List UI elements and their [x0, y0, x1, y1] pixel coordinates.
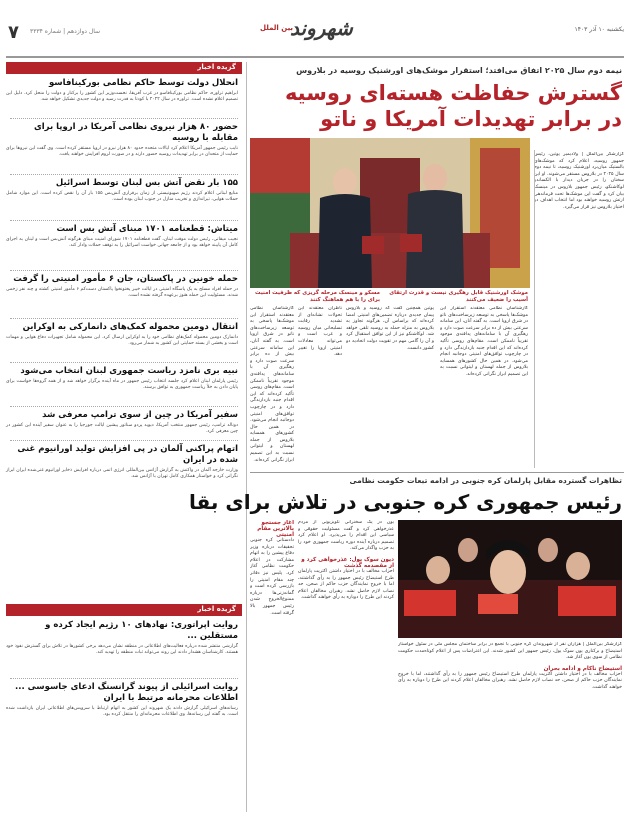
- story2-subhead: استیضاح ناکام و ادامه بحران: [543, 665, 622, 672]
- news-item-body: وزارت خارجه آلمان در واکنش به گزارش آژانس بین‌المللی انرژی اتمی درباره افزایش ذخایر اورانیوم غنی‌شده ایران ابراز نگرانی کرد و خواستار همکاری کامل تهران با آژانس شد.: [6, 468, 238, 480]
- divider: [10, 406, 238, 407]
- news-item-title: ۱۵۵ بار نقض آتش بس لبنان توسط اسرائیل: [55, 178, 238, 188]
- story2-column: [298, 520, 394, 810]
- newspaper-logo: [260, 16, 353, 44]
- story2-headline: رئیس جمهوری کره جنوبی در تلاش برای بقا: [189, 490, 622, 514]
- story1-kicker: نیمه دوم سال ۲۰۲۵ اتفاق می‌افتد؛ استقرار موشک‌های اورشنیک روسیه در بلاروس: [296, 66, 622, 75]
- sidebar-section-bar: [6, 604, 242, 616]
- story2-kicker: تظاهرات گسترده مقابل پارلمان کره جنوبی در ادامه تبعات حکومت نظامی: [349, 476, 622, 485]
- divider: [10, 440, 238, 441]
- column-divider: [534, 150, 535, 468]
- story2-column: [250, 520, 294, 810]
- news-item-title: میتاش: قطعنامه ۱۷۰۱ مبنای آتش بس است: [56, 224, 238, 234]
- photo-illustration: [398, 520, 622, 638]
- news-item: [6, 322, 238, 348]
- headline-line1: گسترش حفاظت هسته‌ای روسیه: [284, 81, 622, 105]
- issue-date: یکشنبه ۱۰ آذر ۱۴۰۳: [574, 26, 624, 33]
- section-label: بین الملل: [260, 24, 294, 32]
- news-item-title: سفیر آمریکا در چین از سوی ترامپ معرفی شد: [42, 410, 238, 420]
- sidebar-section-title: گزیده اخبار: [197, 605, 236, 613]
- page-header: [0, 0, 630, 60]
- story2-text: دادستانی کره جنوبی تحقیقات درباره وزیر دفاع پیشین را به اتهام مشارکت در اعلام حکومت نظامی آغاز کرد. پلیس نیز دفاتر چند مقام امنیتی را بازرسی کرده است و گمانه‌زنی‌ها درباره ممنوع‌الخروج شدن رئیس جمهور بالا گرفته است.: [250, 538, 294, 616]
- story1-lead: گزارشگر بین‌الملل | ولادیمیر پوتین، رئیس جمهور روسیه، اعلام کرد که موشک‌های بالستیک میان‌برد اورشنیک روسیه، تا نیمه دوم سال ۲۰۲۵ در بلاروس مستقر می‌شوند. او این سخنان را در جریان دیدار با الکساندر لوکاشنکو، رئیس جمهور بلاروس در مینسک بیان کرد و گفت این موشک‌ها تحت فرماندهی ارتش روسیه خواهند بود اما انتخاب اهداف در اختیار بلاروس نیز قرار می‌گیرد.: [534, 152, 624, 210]
- news-item-title: انحلال دولت توسط حاکم نظامی بورکینافاسو: [48, 78, 238, 88]
- news-item: [6, 620, 238, 657]
- news-item-body: گزارشی منتشر شده درباره فعالیت‌های اطلاعاتی در منطقه نشان می‌دهد برخی کشورها در تلاش برای گسترش نفوذ خود هستند. کارشناسان هشدار دادند این روند می‌تواند ثبات منطقه را تهدید کند.: [6, 644, 238, 656]
- story-divider: [250, 472, 624, 473]
- story1-column: [346, 306, 434, 470]
- divider: [10, 118, 238, 119]
- news-item-body: دونالد ترامپ، رئیس جمهور منتخب آمریکا، دیوید پردو سناتور پیشین ایالت جورجیا را به عنوان سفیر آینده این کشور در چین معرفی کرد.: [6, 423, 238, 435]
- news-item: [6, 444, 238, 481]
- story1-text: پوتین همچنین گفت که روسیه و بلاروس پیمان جدیدی درباره تضمین‌های امنیتی امضا کرده‌اند که براساس آن، هرگونه تجاوز به بلاروس به منزله حمله به روسیه تلقی خواهد شد. لوکاشنکو نیز از این توافق استقبال کرد و آن را گامی مهم در تقویت دولت اتحادیه دو کشور دانست.: [346, 306, 434, 351]
- news-item-body: ابراهیم تراوره، حاکم نظامی بورکینافاسو در غرب آفریقا، نخست‌وزیر این کشور را برکنار و دولت را منحل کرد. دلیل این تصمیم اعلام نشده است. تراوره در سال ۲۰۲۲ با کودتا به قدرت رسید و دولت جدیدی تشکیل خواهد شد.: [6, 91, 238, 103]
- news-item-title: روایت اسرائیلی از پیوند گرانسنگ ادعای جاسوسی ... اطلاعات محرمانه مرتبط با ایران: [15, 682, 238, 703]
- story1-column: [440, 306, 528, 470]
- news-item: [6, 78, 238, 104]
- news-item: [6, 682, 238, 719]
- news-sidebar: [6, 62, 242, 818]
- news-item-title: حضور ۸۰ هزار نیروی نظامی آمریکا در اروپا برای مقابله با روسیه: [33, 122, 238, 143]
- news-item-body: نجیب میقاتی، رئیس دولت موقت لبنان، گفت قطعنامه ۱۷۰۱ شورای امنیت مبنای هرگونه آتش‌بس است و لبنان به اجرای کامل آن پایبند خواهد بود و از جامعه جهانی خواست اسرائیل را به توقف حملات وادار کند.: [6, 237, 238, 249]
- column-divider: [246, 62, 247, 812]
- story2-lead: گزارشگر بین‌الملل | هزاران نفر از شهروندان کره جنوبی با تجمع در برابر ساختمان مجلس ملی در سئول خواستار استیضاح و برکناری یون سوک یول، رئیس جمهور این کشور شدند. این اعتراضات پس از اعلام کوتاه‌مدت حکومت نظامی از سوی یون آغاز شد.: [398, 642, 622, 661]
- news-item-body: در حمله افراد مسلح به یک پاسگاه امنیتی در ایالت خیبر پختونخوا پاکستان دست‌کم ۶ مأمور امنیتی کشته و چند نفر زخمی شدند. مسئولیت این حمله هنوز برعهده گرفته نشده است.: [6, 287, 238, 299]
- news-item-title: نبیه بری نامزد ریاست جمهوری لبنان انتخاب می‌شود: [20, 366, 238, 376]
- headline-line2: در برابر تهدیدات آمریکا و ناتو: [320, 107, 622, 131]
- news-item-body: منابع لبنانی اعلام کردند رژیم صهیونیستی از زمان برقراری آتش‌بس ۱۵۵ بار آن را نقض کرده است. این موارد شامل حملات هوایی، تیراندازی و تخریب منازل در جنوب لبنان بوده است.: [6, 191, 238, 203]
- story1-text: کارشناسان نظامی معتقدند استقرار این موشک‌ها پاسخی به توسعه زیرساخت‌های ناتو در شرق اروپا است. به گفته آنان، این سامانه سرعتی بیش از ده برابر سرعت صوت دارد و رهگیری آن با سامانه‌های پدافندی موجود تقریباً ناممکن است. مقام‌های روسی تأکید کرده‌اند که این اقدام جنبه بازدارندگی دارد و در چارچوب توافق‌های امنیتی دوجانبه انجام می‌شود. در همین حال کشورهای همسایه بلاروس از جمله لهستان و لیتوانی نسبت به این تصمیم ابراز نگرانی کرده‌اند.: [440, 306, 528, 377]
- protest-photo: [398, 520, 622, 638]
- news-item: [6, 122, 238, 159]
- logo-wordmark: شهروند: [290, 16, 353, 40]
- leaders-photo: [250, 138, 530, 288]
- news-item: [6, 274, 238, 300]
- photo-illustration: [250, 138, 530, 288]
- divider: [10, 220, 238, 221]
- story2-text: احزاب مخالف با در اختیار داشتن اکثریت پارلمان طرح استیضاح رئیس جمهور را به رأی گذاشتند، اما با خروج نمایندگان حزب حاکم از صحن، حد نصاب لازم حاصل نشد. رهبران مخالفان اعلام کردند این طرح را دوباره به رأی خواهند گذاشت.: [298, 568, 394, 601]
- story1-column: [298, 306, 342, 470]
- header-rule: [6, 56, 624, 58]
- divider: [10, 362, 238, 363]
- sidebar-section-bar: [6, 62, 242, 74]
- news-item-body: رسانه‌های اسرائیلی گزارش دادند یک شهروند این کشور به اتهام ارتباط با سرویس‌های اطلاعاتی ایران بازداشت شده است. به گفته این رسانه‌ها، وی اطلاعات محرمانه‌ای را منتقل کرده بود.: [6, 706, 238, 718]
- story2-subhead: دیون سوک یول: عذرخواهی کرد و از مقصدمه گذشت: [301, 556, 394, 569]
- news-item-title: حمله خونین در پاکستان، جان ۶ مأمور امنیتی را گرفت: [13, 274, 238, 284]
- divider: [10, 174, 238, 175]
- page-number: ۷: [8, 22, 19, 43]
- photo-caption-right: موشک اورشنیک قابل رهگیری نیست و قدرت ارتقای آسیب را ضعیف می‌کنند: [389, 290, 528, 303]
- news-item-title: اتهام پراکنی آلمان در پی افزایش تولید اورانیوم غنی شده در ایران: [17, 444, 238, 465]
- story2-text: یون در یک سخنرانی تلویزیونی از مردم عذرخواهی کرد و گفت مسئولیت حقوقی و سیاسی این اقدام را می‌پذیرد. او اعلام کرد تصمیم درباره آینده دوره ریاست جمهوری خود را به حزب واگذار می‌کند.: [298, 520, 394, 552]
- news-item-title: انتقال دومین محموله کمک‌های دانمارکی به اوکراین: [22, 322, 238, 332]
- story1-column: [250, 306, 294, 470]
- story1-text: ناظران معتقدند این تحولات نشانه‌ای از تشدید رقابت تسلیحاتی میان روسیه و غرب است و می‌تواند معادلات امنیتی اروپا را تغییر دهد.: [298, 306, 342, 358]
- news-item-body: نایب رئیس جمهور آمریکا اعلام کرد ایالات متحده حدود ۸۰ هزار نیرو در اروپا مستقر کرده است. وی گفت این نیروها برای حمایت از متحدان در برابر تهدیدات روسیه حضور دارند و در صورت لزوم افزایش خواهند یافت.: [6, 146, 238, 158]
- story2-text: احزاب مخالف با در اختیار داشتن اکثریت پارلمان طرح استیضاح رئیس جمهور را به رأی گذاشتند، اما با خروج نمایندگان حزب حاکم از صحن، حد نصاب لازم حاصل نشد. رهبران مخالفان اعلام کردند این طرح را دوباره به رأی خواهند گذاشت.: [398, 671, 622, 690]
- story2-lead-column: [398, 642, 622, 810]
- story1-headline: [252, 80, 622, 132]
- divider: [10, 270, 238, 271]
- story1-text: کارشناسان نظامی معتقدند استقرار این موشک‌ها پاسخی به توسعه زیرساخت‌های ناتو در شرق اروپا است. به گفته آنان، این سامانه سرعتی بیش از ده برابر سرعت صوت دارد و رهگیری آن با سامانه‌های پدافندی موجود تقریباً ناممکن است. مقام‌های روسی تأکید کرده‌اند که این اقدام جنبه بازدارندگی دارد و در چارچوب توافق‌های امنیتی دوجانبه انجام می‌شود. در همین حال کشورهای همسایه بلاروس از جمله لهستان و لیتوانی نسبت به این تصمیم ابراز نگرانی کرده‌اند.: [250, 306, 294, 463]
- news-item: [6, 224, 238, 250]
- news-item: [6, 366, 238, 392]
- divider: [10, 318, 238, 319]
- story1-lead-column: [534, 152, 624, 470]
- divider: [10, 678, 238, 679]
- story2-subhead: آغاز جستجو بالاترین مقام امنیتی: [257, 520, 294, 538]
- news-item-body: دانمارک دومین محموله کمک‌های نظامی خود را به اوکراین ارسال کرد. این محموله شامل تجهیزات دفاع هوایی و مهمات است و بخشی از بسته حمایتی این کشور به شمار می‌رود.: [6, 335, 238, 347]
- news-item-title: روایت اپراتوری: نهادهای ۱۰ رژیم ایجاد کرده و مستقلین ...: [45, 620, 238, 641]
- news-item: [6, 178, 238, 204]
- news-item-body: رئیس پارلمان لبنان اعلام کرد جلسه انتخاب رئیس جمهور در ماه آینده برگزار خواهد شد و از همه گروه‌ها خواست برای پایان دادن به خلأ ریاست جمهوری به توافق برسند.: [6, 379, 238, 391]
- sidebar-section-title: گزیده اخبار: [197, 63, 236, 71]
- issue-meta: سال دوازدهم | شماره ۳۳۳۴: [30, 28, 101, 35]
- photo-caption-left: مسکو و مینسک مرحله گریزی که ظرفیت امنیت برای را با هم هماهنگ کنند: [255, 290, 380, 303]
- news-item: [6, 410, 238, 436]
